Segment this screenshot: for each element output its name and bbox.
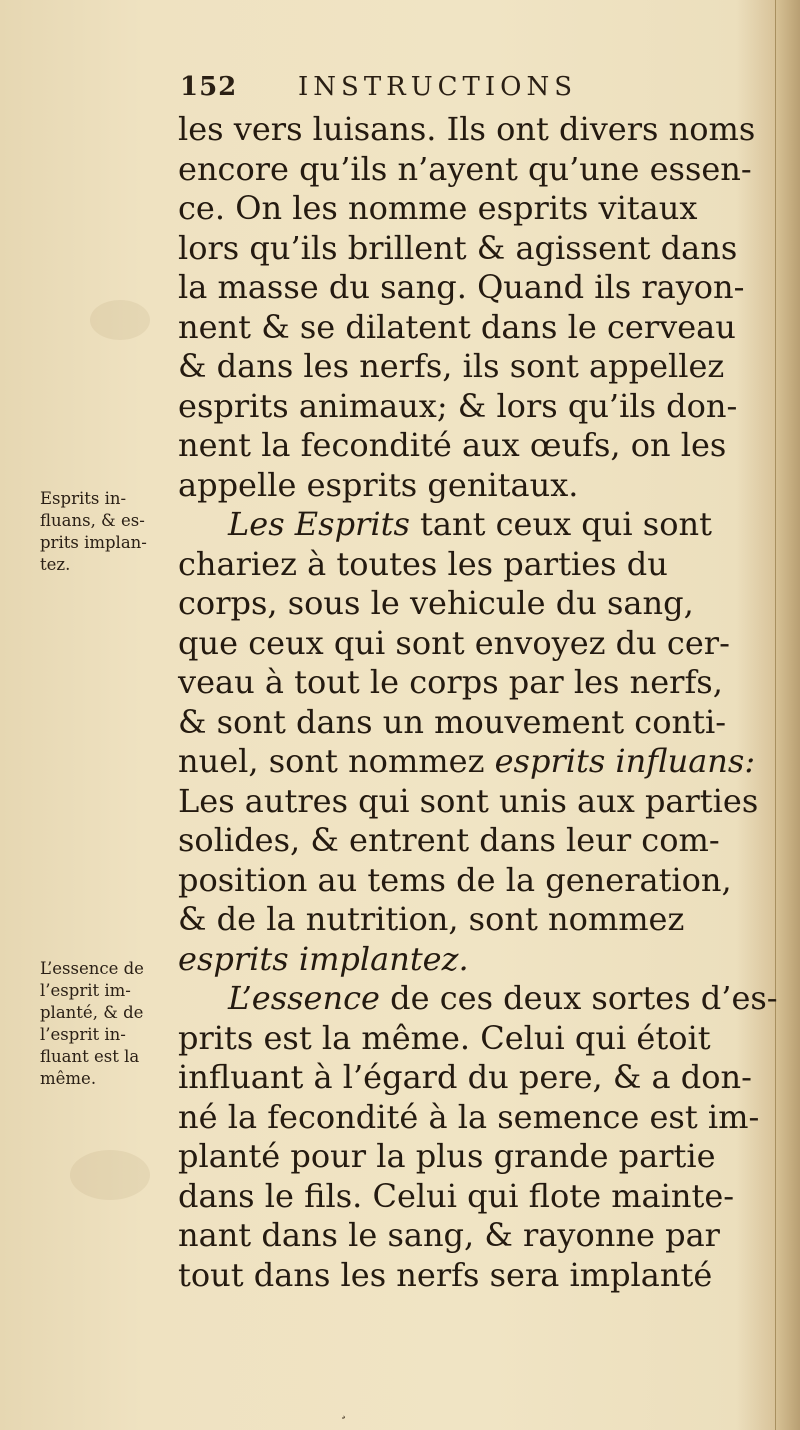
text-line: position au tems de la generation, (178, 860, 732, 899)
text-line: tout dans les nerfs sera implanté (178, 1255, 713, 1294)
margin-note-line: tez. (40, 555, 71, 574)
text-line: encore qu’ils n’ayent qu’une essen- (178, 149, 752, 188)
text-line (178, 505, 730, 545)
roman-run: tant ceux qui sont (409, 505, 712, 543)
text-line: né la fecondité à la semence est im- (178, 1097, 760, 1136)
text-line: nent & se dilatent dans le cerveau (178, 307, 736, 346)
text-line: esprits animaux; & lors qu’ils don- (178, 386, 738, 425)
page-gutter (775, 0, 800, 1430)
paper-stain (70, 1150, 150, 1200)
roman-run: nuel, sont nommez (178, 742, 495, 780)
text-line: influant à l’égard du pere, & a don- (178, 1058, 752, 1096)
text-line: dans le fils. Celui qui flote mainte- (178, 1176, 735, 1215)
body-text (178, 110, 778, 1295)
text-line: solides, & entrent dans leur com- (178, 821, 720, 859)
margin-note-line: L’essence de (40, 959, 144, 978)
text-line: prits est la même. Celui qui étoit (178, 1018, 711, 1057)
margin-note-esprits (40, 488, 180, 576)
text-line (178, 979, 778, 1019)
margin-note-line: l’esprit in- (40, 1025, 126, 1044)
italic-run: esprits implantez. (178, 939, 469, 978)
text-line: corps, sous le vehicule du sang, (178, 584, 694, 622)
paper-stain (90, 300, 150, 340)
margin-note-line: planté, & de (40, 1003, 144, 1022)
text-line (178, 940, 730, 980)
running-title: INSTRUCTIONS (298, 72, 578, 102)
text-line (178, 742, 756, 782)
text-line: ce. On les nomme esprits vitaux (178, 189, 698, 227)
roman-run: de ces deux sortes d’es- (379, 979, 778, 1017)
text-line: & de la nutrition, sont nommez (178, 900, 685, 938)
italic-run: L’essence (228, 979, 380, 1017)
text-line: la masse du sang. Quand ils rayon- (178, 268, 745, 306)
margin-note-line: même. (40, 1069, 97, 1088)
page-header (180, 72, 600, 112)
page-number: 152 (180, 72, 238, 102)
text-line: & dans les nerfs, ils sont appellez (178, 347, 725, 385)
text-line: Les autres qui sont unis aux parties (178, 781, 759, 820)
margin-note-line: prits implan- (40, 533, 147, 552)
italic-run: esprits influans: (494, 742, 756, 780)
text-line: planté pour la plus grande partie (178, 1137, 716, 1175)
text-line: lors qu’ils brillent & agissent dans (178, 228, 738, 267)
text-line: nant dans le sang, & rayonne par (178, 1216, 720, 1254)
text-line: & sont dans un mouvement conti- (178, 702, 726, 741)
margin-note-line: fluant est la (40, 1047, 140, 1066)
margin-note-line: l’esprit im- (40, 981, 131, 1000)
signature-mark: ¸ (340, 1404, 347, 1420)
text-line: chariez à toutes les parties du (178, 544, 668, 583)
margin-note-line: Esprits in- (40, 489, 127, 508)
text-line: les vers luisans. Ils ont divers noms (178, 110, 756, 148)
margin-note-line: fluans, & es- (40, 511, 145, 530)
margin-note-essence (40, 958, 180, 1090)
text-line: nent la fecondité aux œufs, on les (178, 426, 727, 464)
text-line: veau à tout le corps par les nerfs, (178, 663, 723, 701)
italic-run: Les Esprits (228, 505, 410, 543)
text-line: que ceux qui sont envoyez du cer- (178, 623, 730, 662)
text-line: appelle esprits genitaux. (178, 465, 579, 504)
